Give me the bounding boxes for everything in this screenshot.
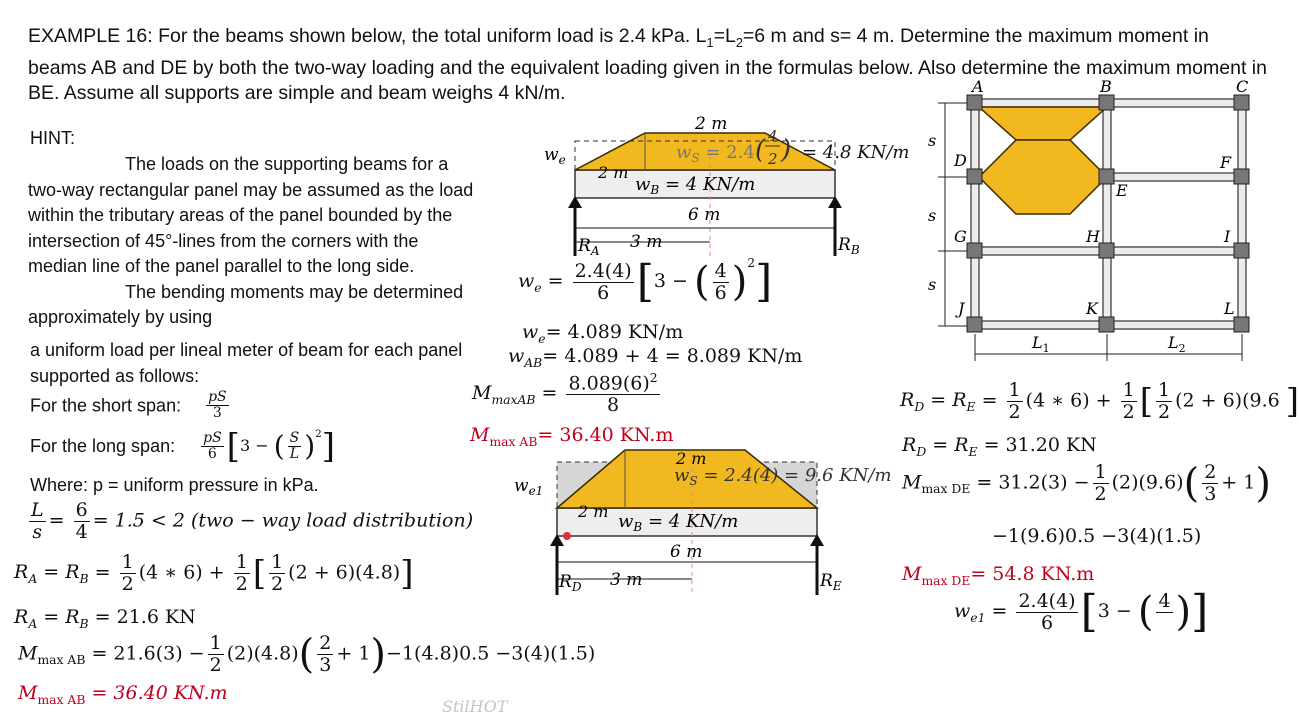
- beam-de-wb-label: $w_B = 4$ KN/m: [618, 511, 739, 534]
- plan-label-e: E: [1116, 181, 1128, 200]
- beam-ab-wb-label: $w_B = 4$ KN/m: [635, 174, 756, 197]
- where-line: Where: p = uniform pressure in kPa.: [30, 475, 319, 495]
- plan-label-h: H: [1086, 227, 1100, 246]
- plan-l2: $L_2$: [1168, 333, 1186, 355]
- plan-label-f: F: [1220, 153, 1232, 172]
- plan-label-g: G: [954, 227, 967, 246]
- plan-label-k: K: [1086, 299, 1098, 318]
- hint-paragraph-3: [30, 338, 470, 389]
- hint-text-2: The bending moments may be determined approximately by using: [28, 281, 464, 327]
- watermark: StilHOT: [442, 697, 508, 716]
- plan-s-1: s: [928, 131, 937, 150]
- short-span-formula: [30, 390, 232, 422]
- svg-text:4: 4: [768, 127, 778, 145]
- plan-label-a: A: [972, 77, 984, 96]
- beam-ab-slope-dim: 2 m: [598, 163, 629, 182]
- rd-re-result: $R_D = R_E = 31.20$ KN: [902, 434, 1097, 459]
- plan-label-j: J: [958, 299, 965, 318]
- short-span-fraction: $\frac{pS}{3}$: [208, 389, 227, 422]
- we-formula: $w_e$ = $\frac{2.4(4)}{6}$ [3 − ( $\frac{4}{6}$ )$^2$]: [518, 256, 773, 307]
- long-span-label: For the long span:: [30, 435, 176, 456]
- beam-de-slope-dim: 2 m: [578, 502, 609, 521]
- floor-plan: [920, 76, 1260, 366]
- hint-text-3: a uniform load per lineal meter of beam for each panel supported as follows:: [30, 340, 463, 386]
- hint-paragraph-1: [28, 152, 480, 331]
- mmax-de-value: = 54.8 KN.m: [970, 563, 1095, 585]
- mmax-de-result: $M_{max DE}= 54.8$ KN.m: [902, 563, 1095, 588]
- beam-ab-ws-result: = 4.8 KN/m: [802, 142, 910, 163]
- plan-label-b: B: [1100, 77, 1112, 96]
- ratio-line: $\frac{L}{s}$ = $\frac{6}{4}$ = 1.5 < 2 (two − way load distribution): [31, 499, 474, 543]
- svg-text:): ): [781, 135, 792, 165]
- mmax-ab-result-left: $M_{max AB} = 36.40$ KN.m: [18, 682, 228, 707]
- mmax-de-line-b: −1(9.6)0.5 −3(4)(1.5): [992, 525, 1202, 547]
- we1-formula: $w_{e1}$ = $\frac{2.4(4)}{6}$ [3 − ( 4 )]: [954, 586, 1209, 637]
- plan-s-2: s: [928, 206, 937, 225]
- svg-text:2: 2: [768, 150, 778, 168]
- label-rb: $R_B$: [838, 235, 860, 257]
- label-ra: $R_A$: [578, 236, 600, 258]
- long-span-formula: For the long span: $\frac{pS}{6}$ [3 − ( $\frac{S}{L}$ )$^2$]: [30, 426, 336, 467]
- beam-ab-diagram: [540, 108, 930, 258]
- ra-value: 21.6 KN: [116, 606, 196, 628]
- mmax-de-equation: $M_{max DE} = 31.2(3)$ − $\frac{1}{2}$ (2)(9.6)( $\frac{2}{3}$ + 1): [902, 460, 1271, 507]
- mmax-de-line-a: 31.2(3): [998, 471, 1074, 494]
- ratio-text: = 1.5 < 2 (two − way load distribution): [92, 509, 474, 532]
- mmax-den: 8: [566, 394, 659, 416]
- plan-label-c: C: [1236, 77, 1249, 96]
- label-re: $R_E$: [820, 571, 842, 593]
- beam-ab-half: 3 m: [630, 232, 663, 252]
- rd-re-value: 31.20 KN: [1005, 434, 1097, 456]
- title-rest: =6 m and s= 4 m. Determine the maximum moment in beams AB and DE by both the two-way loading and the equivalent loading given in the formulas below. Also determine the maximum moment in BE. Assume all supports are simple and beam weighs 4 kN/m.: [28, 25, 1267, 104]
- label-rd: $R_D$: [559, 572, 582, 594]
- title-l1-sub: 1: [706, 35, 714, 50]
- wab-value: = 4.089 + 4 = 8.089 KN/m: [542, 345, 803, 367]
- plan-s-3: s: [928, 275, 937, 294]
- beam-ab-we-label: $w_e$: [544, 145, 566, 167]
- svg-text:(: (: [755, 135, 766, 165]
- we-result: $w_e= 4.089$ KN/m: [522, 321, 684, 346]
- short-span-label: For the short span:: [30, 395, 182, 416]
- ra-rb-equation: $R_A = R_B$ = $\frac{1}{2}$ (4 ∗ 6) + $\frac{1}{2}$ [ $\frac{1}{2}$ (2 + 6)(4.8)]: [14, 551, 414, 595]
- beam-de-diagram: [510, 445, 900, 600]
- hint-text-1: The loads on the supporting beams for a two-way rectangular panel may be assumed as the load within the tributary areas of the panel bounded by the intersection of 45°-lines from the corners with the median line of the panel parallel to the long side.: [28, 154, 474, 276]
- mmax-ab-result-mid: $M_{max AB}= 36.40$ KN.m: [470, 424, 674, 449]
- plan-load-de: [979, 140, 1107, 214]
- wab-result: $w_{AB}= 4.089 + 4 = 8.089$ KN/m: [508, 345, 803, 370]
- beam-de-span: 6 m: [670, 542, 703, 562]
- mmax-ab-formula: $M_{maxAB}$ = $\frac{8.089(6)^2}{8}$: [472, 371, 658, 417]
- rd-re-equation: $R_D = R_E$ = $\frac{1}{2}$ (4 ∗ 6) + $\frac{1}{2}$ [ $\frac{1}{2}$ (2 + 6)(9.6 ]: [900, 379, 1299, 423]
- mmax-ab-equation: $M_{max AB} = 21.6(3)$ − $\frac{1}{2}$ (2)(4.8)( $\frac{2}{3}$ + 1)−1(4.8)0.5 −3(4)(1.5): [18, 631, 596, 678]
- mmax-ab-mid-value: = 36.40 KN.m: [537, 424, 674, 446]
- mmax-num: 8.089(6): [568, 372, 650, 395]
- beam-ab-span: 6 m: [688, 205, 721, 225]
- beam-ab-ws-label: $w_S = 2.4$: [676, 142, 755, 165]
- plan-l1: $L_1$: [1032, 333, 1050, 355]
- plan-load-ab: [979, 107, 1107, 140]
- mmax-ab-line: 21.6(3): [113, 642, 189, 665]
- we-value: = 4.089 KN/m: [545, 321, 684, 343]
- plan-label-d: D: [954, 151, 967, 170]
- beam-de-ws-label: $w_S = 2.4(4) = 9.6$ KN/m: [674, 465, 892, 488]
- ra-rb-result: $R_A = R_B = 21.6$ KN: [14, 606, 196, 631]
- beam-de-we1-label: $w_{e1}$: [514, 476, 544, 498]
- cursor-dot: [563, 532, 571, 540]
- beam-de-top-dim: 2 m: [676, 449, 707, 468]
- plan-label-l: L: [1224, 299, 1235, 318]
- title-l2-sub: 2: [735, 35, 743, 50]
- beam-de-half: 3 m: [610, 570, 643, 590]
- hint-heading: HINT:: [30, 128, 75, 148]
- mmax-ab-left-value: 36.40 KN.m: [113, 682, 228, 704]
- beam-ab-top-dim: 2 m: [695, 114, 728, 134]
- title-part-1: EXAMPLE 16: For the beams shown below, the total uniform load is 2.4 kPa. L: [28, 25, 707, 47]
- title-eq: =L: [713, 25, 736, 47]
- plan-label-i: I: [1224, 227, 1231, 246]
